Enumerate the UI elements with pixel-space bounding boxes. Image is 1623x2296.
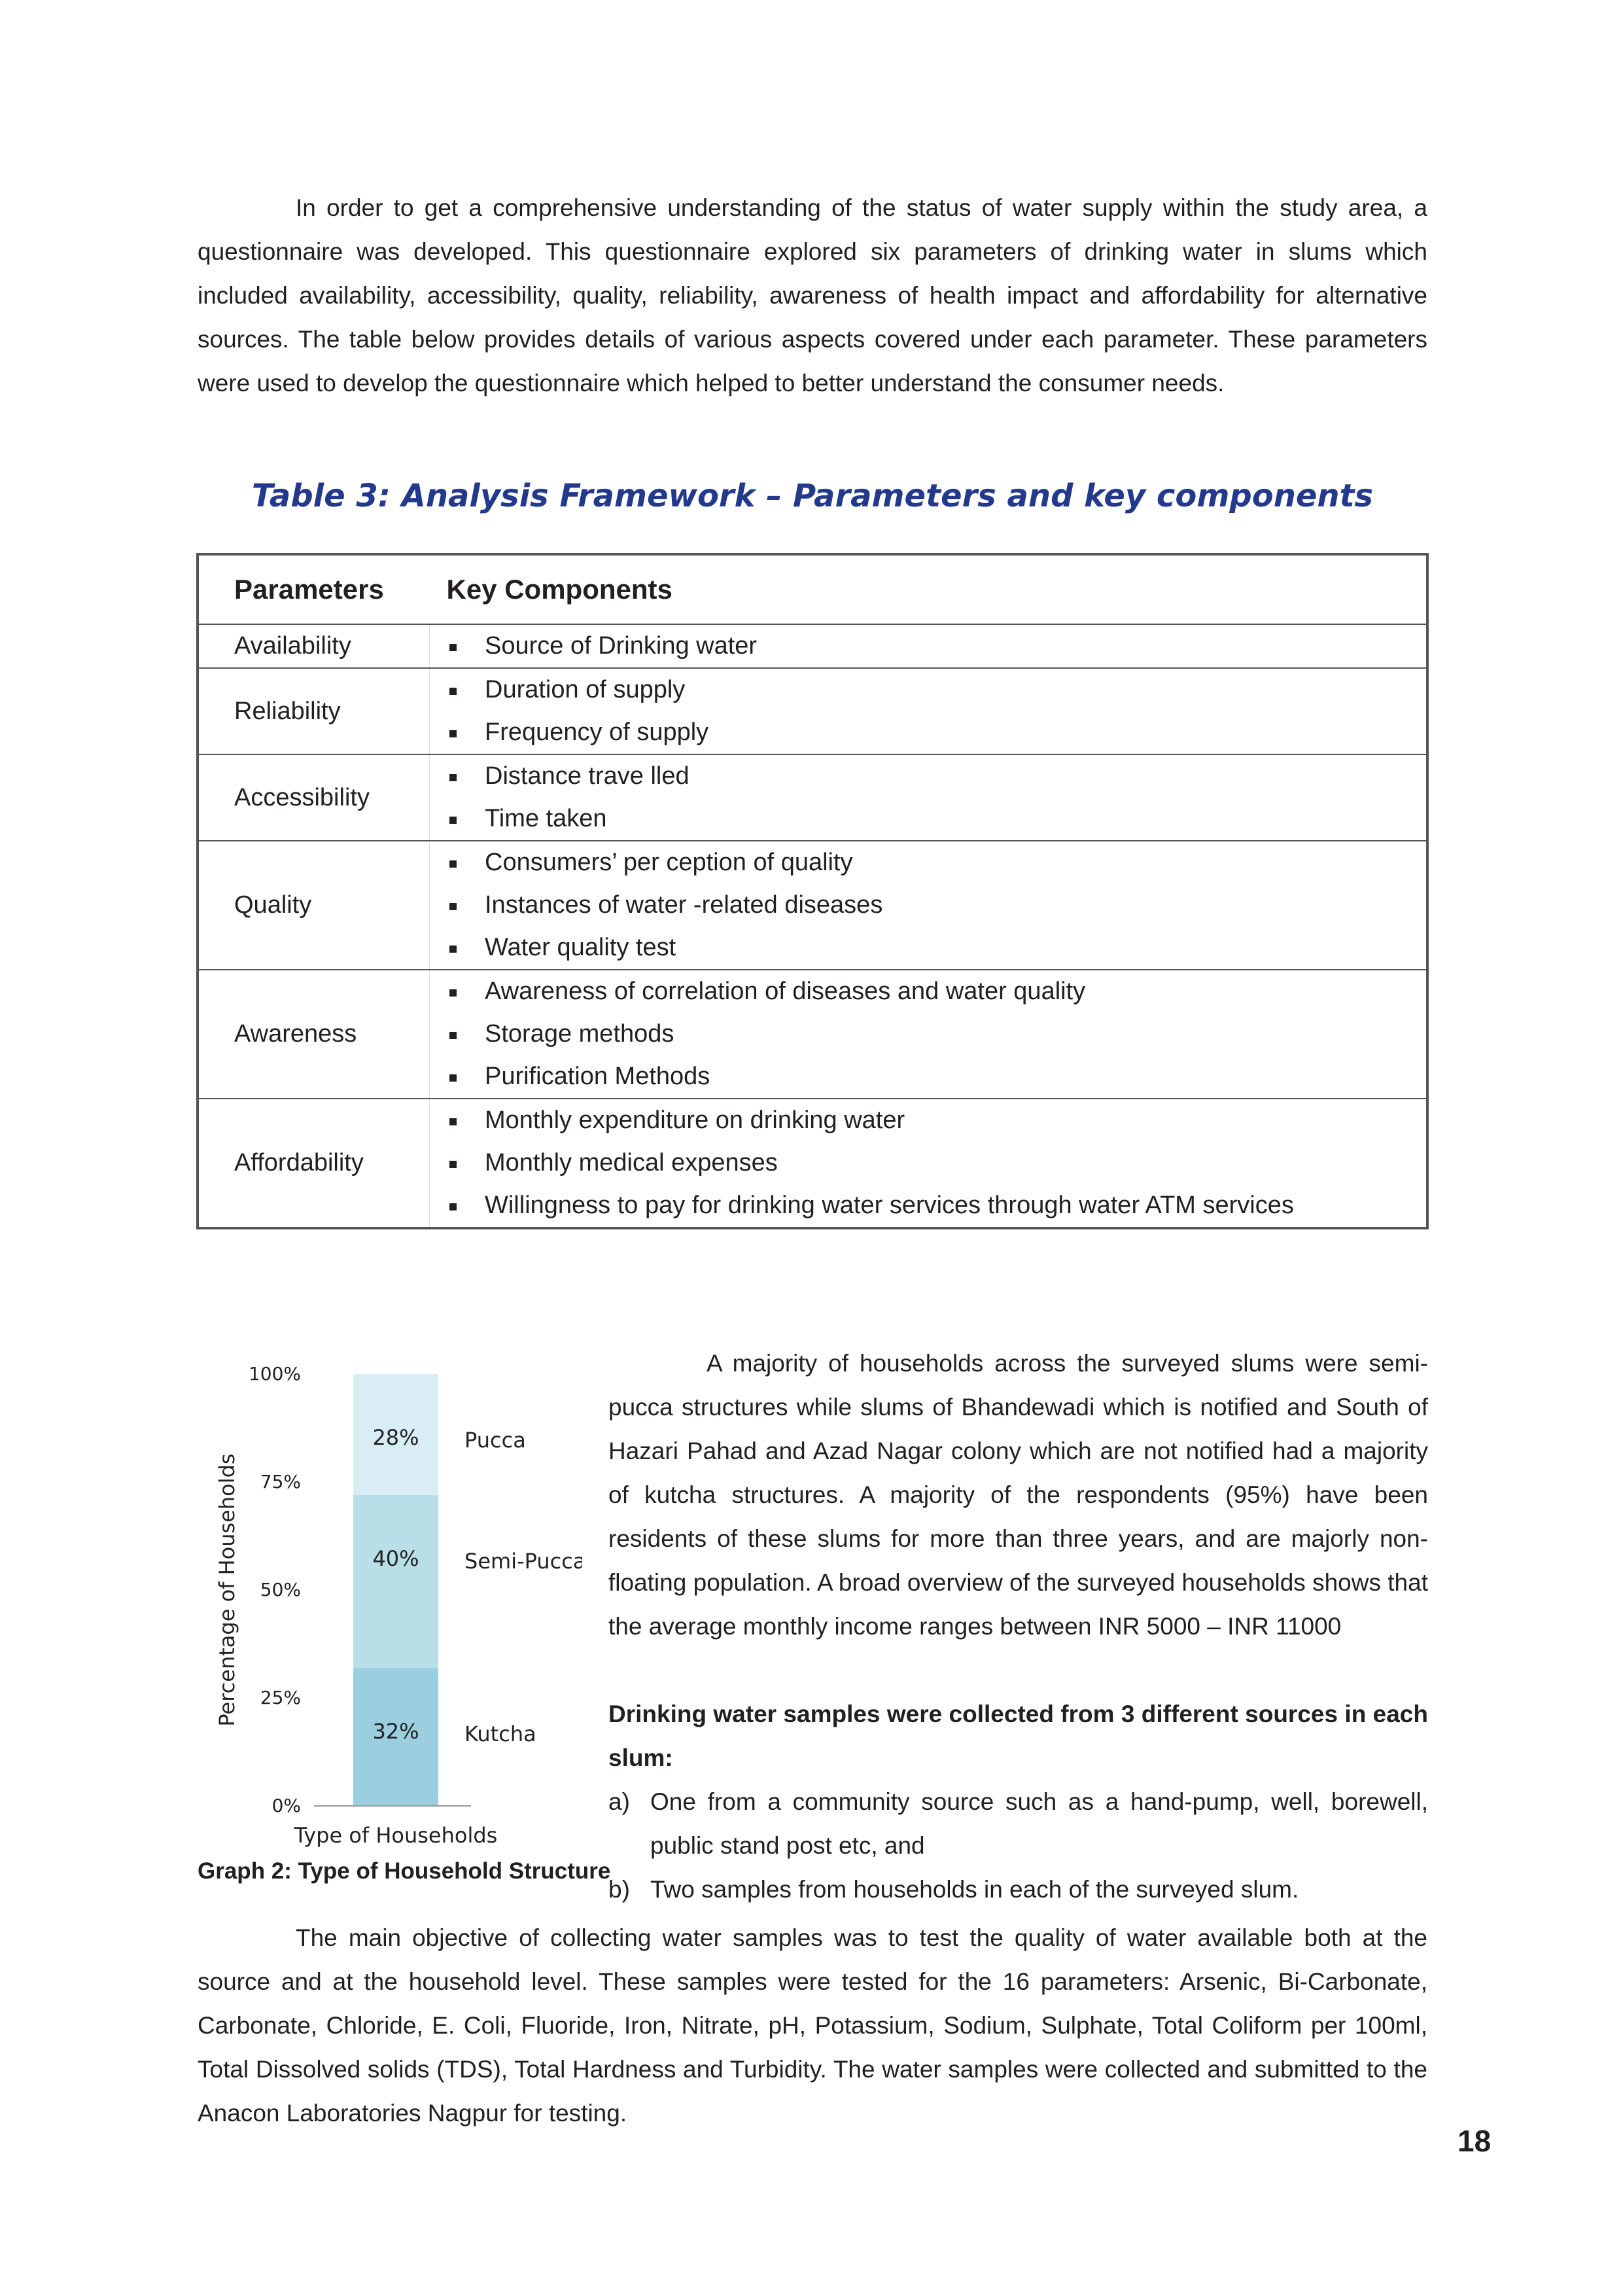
page-number: 18 [1457, 2124, 1492, 2158]
header-key-components: Key Components [430, 554, 1428, 624]
list-marker-b: b) [608, 1876, 630, 1903]
bar-data-label: 28% [372, 1425, 419, 1450]
y-axis-ticks [249, 1363, 301, 1816]
component-item: Purification Methods [447, 1055, 1426, 1098]
component-item: Instances of water -related diseases [447, 884, 1426, 927]
table-title: Table 3: Analysis Framework – Parameters and key components [251, 478, 1374, 514]
households-paragraph: A majority of households across the surveyed slums were semi-pucca structures while slums of Bhandewadi which is notified and South of Hazari Pahad and Azad Nagar colony which are not notified had a majority of kutcha structures. A majority of the respondents (95%) have been residents of these slums for more than three years, and are majorly non-floating population. A broad overview of the surveyed households shows that the average monthly income ranges between INR 5000 – INR 11000 [608, 1350, 1428, 1640]
component-item: Frequency of supply [447, 711, 1426, 754]
right-column [608, 1341, 1428, 1911]
intro-paragraph: In order to get a comprehensive understanding of the status of water supply within the study area, a questionnaire was developed. This questionnaire explored six parameters of drinking water in slums which included availability, accessibility, quality, reliability, awareness of health impact and affordability for alternative sources. The table below provides details of various aspects covered under each parameter. These parameters were used to develop the questionnaire which helped to better understand the consumer needs. [198, 194, 1427, 397]
list-item-a [608, 1780, 1428, 1867]
component-item: Willingness to pay for drinking water services through water ATM services [447, 1184, 1426, 1227]
component-item: Monthly medical expenses [447, 1142, 1426, 1184]
components-cell [430, 841, 1428, 970]
components-list [447, 755, 1426, 840]
series-label: Pucca [464, 1428, 526, 1453]
y-tick-label: 75% [260, 1471, 301, 1492]
parameter-cell: Awareness [198, 970, 430, 1099]
list-text-b: Two samples from households in each of the surveyed slum. [650, 1876, 1299, 1903]
header-parameters: Parameters [198, 554, 430, 624]
series-labels [464, 1428, 582, 1746]
components-list [447, 625, 1426, 667]
component-item: Duration of supply [447, 669, 1426, 711]
table-row [198, 668, 1427, 754]
y-tick-label: 0% [271, 1795, 301, 1816]
x-axis-label: Type of Households [294, 1823, 498, 1848]
components-cell [430, 970, 1428, 1099]
parameter-cell: Quality [198, 841, 430, 970]
bar-segment-semi-pucca [353, 1495, 438, 1668]
component-item: Time taken [447, 798, 1426, 840]
y-tick-label: 50% [260, 1579, 301, 1600]
components-cell [430, 668, 1428, 754]
component-item: Monthly expenditure on drinking water [447, 1099, 1426, 1142]
components-cell [430, 1099, 1428, 1228]
components-list [447, 970, 1426, 1098]
y-tick-label: 25% [260, 1687, 301, 1708]
table-row [198, 841, 1427, 970]
parameter-cell: Reliability [198, 668, 430, 754]
component-item: Consumers’ per ception of quality [447, 841, 1426, 884]
table-row [198, 970, 1427, 1099]
samples-heading: Drinking water samples were collected from 3 different sources in each slum: [608, 1701, 1428, 1771]
framework-table [196, 553, 1429, 1229]
graph-caption: Graph 2: Type of Household Structure [198, 1858, 611, 1884]
components-cell [430, 624, 1428, 668]
list-item-b [608, 1867, 1428, 1911]
component-item: Awareness of correlation of diseases and water quality [447, 970, 1426, 1013]
table-body [198, 624, 1427, 1228]
table-row [198, 624, 1427, 668]
parameter-cell: Accessibility [198, 754, 430, 841]
household-structure-chart [216, 1341, 582, 1855]
list-marker-a: a) [608, 1788, 630, 1815]
table-row [198, 1099, 1427, 1228]
parameter-cell: Availability [198, 624, 430, 668]
component-item: Water quality test [447, 927, 1426, 969]
components-list [447, 669, 1426, 754]
chart-svg [216, 1341, 582, 1852]
parameter-cell: Affordability [198, 1099, 430, 1228]
components-list [447, 1099, 1426, 1227]
bar-data-label: 40% [372, 1545, 419, 1571]
objective-paragraph: The main objective of collecting water samples was to test the quality of water available both at the source and at the household level. These samples were tested for the 16 parameters: Arsenic, Bi-Carbonate, Carbonate, Chloride, E. Coli, Fluoride, Iron, Nitrate, pH, Potassium, Sodium, Sulphate, Total Coliform per 100ml, Total Dissolved solids (TDS), Total Hardness and Turbidity. The water samples were collected and submitted to the Anacon Laboratories Nagpur for testing. [198, 1924, 1427, 2127]
component-item: Storage methods [447, 1013, 1426, 1055]
list-text-a: One from a community source such as a hand-pump, well, borewell, public stand post etc, and [650, 1788, 1428, 1859]
component-item: Distance trave lled [447, 755, 1426, 798]
components-cell [430, 754, 1428, 841]
component-item: Source of Drinking water [447, 625, 1426, 667]
y-tick-label: 100% [248, 1363, 301, 1385]
y-axis-label: Percentage of Households [216, 1453, 239, 1727]
series-label: Semi-Pucca [464, 1548, 582, 1574]
series-label: Kutcha [464, 1721, 536, 1746]
components-list [447, 841, 1426, 969]
table-row [198, 754, 1427, 841]
bar-data-label: 32% [372, 1718, 419, 1744]
